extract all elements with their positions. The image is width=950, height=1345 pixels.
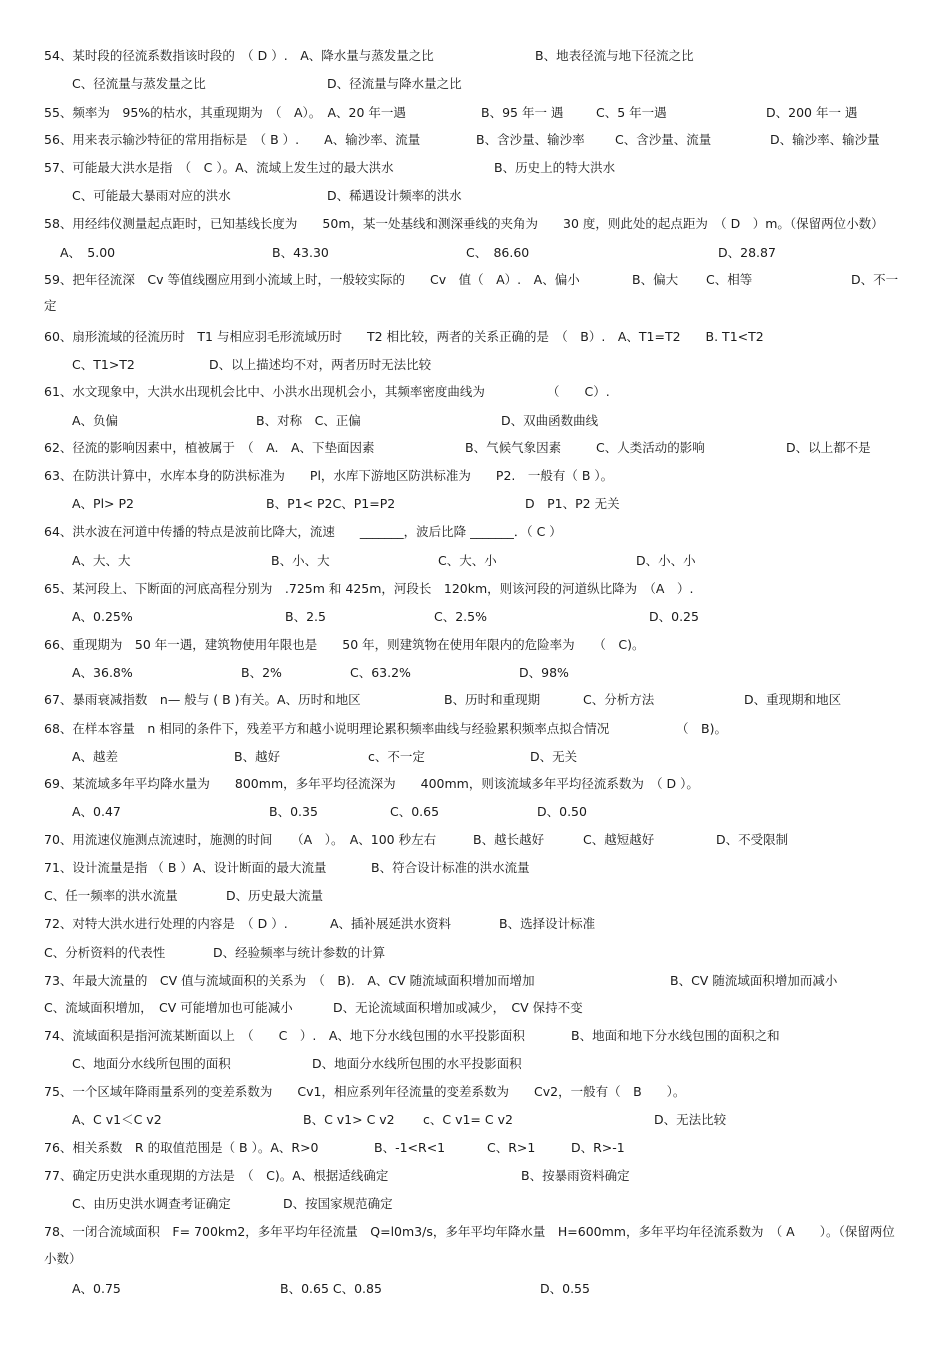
text-line — [0, 635, 950, 655]
text-segment: B、地面和地下分水线包围的面积之和 — [571, 1028, 780, 1043]
text-segment: C、5 年一遇 — [596, 105, 667, 120]
text-segment: B、按暴雨资料确定 — [521, 1168, 630, 1183]
text-line — [0, 971, 950, 991]
text-line — [0, 74, 950, 94]
text-segment: B、CV 随流域面积增加而减小 — [670, 973, 838, 988]
text-segment: C、由历史洪水调查考证确定 — [72, 1196, 231, 1211]
text-segment: C、径流量与蒸发量之比 — [72, 76, 206, 91]
text-line — [0, 296, 950, 316]
text-segment: D P1、P2 无关 — [525, 496, 620, 511]
text-segment: B、0.65 C、0.85 — [280, 1281, 382, 1296]
text-segment: A、 5.00 — [60, 245, 116, 260]
text-segment: A、大、大 — [72, 553, 131, 568]
text-line — [0, 103, 950, 123]
text-segment: D、98% — [519, 665, 569, 680]
text-segment: 64、洪水波在河道中传播的特点是波前比降大，流速 _______，波后比降 _______．（ C ） — [44, 524, 562, 539]
text-segment: c、C v1= C v2 — [423, 1112, 513, 1127]
text-segment: C、T1>T2 — [72, 357, 135, 372]
text-segment: （ B)。 — [676, 721, 727, 736]
text-line — [0, 747, 950, 767]
text-segment: D、不受限制 — [716, 832, 789, 847]
text-line — [0, 886, 950, 906]
text-segment: 57、可能最大洪水是指 （ C ）。A、流域上发生过的最大洪水 — [44, 160, 394, 175]
text-segment: 76、相关系数 R 的取值范围是（ B ）。A、R>0 — [44, 1140, 319, 1155]
text-line — [0, 551, 950, 571]
text-segment: 63、在防洪计算中，水库本身的防洪标准为 Pl，水库下游地区防洪标准为 P2. 一般有（ B ）。 — [44, 468, 614, 483]
text-segment: 67、暴雨衰减指数 n— 般与 ( B )有关。A、历时和地区 — [44, 692, 361, 707]
text-line — [0, 830, 950, 850]
text-segment: D、双曲函数曲线 — [501, 413, 599, 428]
text-line — [0, 943, 950, 963]
text-line — [0, 1222, 950, 1242]
text-segment: 56、用来表示输沙特征的常用指标是 （ B ）. A、输沙率、流量 — [44, 132, 421, 147]
text-line — [0, 494, 950, 514]
text-line — [0, 438, 950, 458]
text-segment: A、0.25% — [72, 609, 133, 624]
text-segment: B、小、大 — [271, 553, 330, 568]
text-segment: C、可能最大暴雨对应的洪水 — [72, 188, 231, 203]
text-segment: D、经验频率与统计参数的计算 — [213, 945, 386, 960]
text-segment: A、Pl> P2 — [72, 496, 134, 511]
text-segment: B、历史上的特大洪水 — [494, 160, 616, 175]
text-segment: C、含沙量、流量 — [615, 132, 712, 147]
text-segment: 73、年最大流量的 CV 值与流域面积的关系为 （ B). A、CV 随流域面积增加而增加 — [44, 973, 535, 988]
text-line — [0, 998, 950, 1018]
text-segment: B、对称 C、正偏 — [256, 413, 361, 428]
text-segment: A、0.75 — [72, 1281, 121, 1296]
text-segment: C、2.5% — [434, 609, 487, 624]
text-segment: D、无论流域面积增加或减少， CV 保持不变 — [333, 1000, 583, 1015]
text-segment: B、含沙量、输沙率 — [476, 132, 585, 147]
text-line — [0, 46, 950, 66]
text-line — [0, 466, 950, 486]
text-line — [0, 802, 950, 822]
text-segment: 78、一闭合流域面积 F= 700km2，多年平均年径流量 Q=l0m3/s，多年平均年降水量 H=600mm，多年平均年径流系数为 （ A ）。（保留两位 — [44, 1224, 895, 1239]
text-line — [0, 382, 950, 402]
text-segment: 60、扇形流域的径流历时 T1 与相应羽毛形流域历时 T2 相比较，两者的关系正确的是 （ B）. A、T1=T2 B. T1<T2 — [44, 329, 764, 344]
text-segment: B、偏大 — [632, 272, 679, 287]
text-line — [0, 1166, 950, 1186]
text-segment: C、流域面积增加， CV 可能增加也可能减小 — [44, 1000, 293, 1015]
text-segment: D、径流量与降水量之比 — [327, 76, 462, 91]
text-segment: D、按国家规范确定 — [283, 1196, 393, 1211]
text-segment: D、输沙率、输沙量 — [770, 132, 880, 147]
text-segment: 59、把年径流深 Cv 等值线圈应用到小流域上时，一般较实际的 Cv 值（ A）. A、偏小 — [44, 272, 580, 287]
text-segment: A、0.47 — [72, 804, 121, 819]
text-segment: A、越差 — [72, 749, 119, 764]
text-segment: 75、一个区域年降雨量系列的变差系数为 Cv1，相应系列年径流量的变差系数为 Cv2，一般有（ B ）。 — [44, 1084, 686, 1099]
text-segment: C、大、小 — [438, 553, 497, 568]
text-segment: B、历时和重现期 — [444, 692, 541, 707]
text-line — [0, 214, 950, 234]
text-segment: D、地面分水线所包围的水平投影面积 — [312, 1056, 522, 1071]
text-segment: B、0.35 — [269, 804, 318, 819]
text-segment: A、插补展延洪水资料 — [330, 916, 452, 931]
text-line — [0, 243, 950, 263]
text-segment: B、越长越好 — [473, 832, 545, 847]
text-line — [0, 270, 950, 290]
text-segment: B、选择设计标准 — [499, 916, 596, 931]
text-segment: 62、径流的影响因素中，植被属于 （ A. A、下垫面因素 — [44, 440, 375, 455]
text-segment: D、0.55 — [540, 1281, 590, 1296]
text-segment: D、无法比较 — [654, 1112, 727, 1127]
text-segment: 65、某河段上、下断面的河底高程分别为 .725m 和 425m，河段长 120km，则该河段的河道纵比降为 （A ）. — [44, 581, 694, 596]
text-line — [0, 355, 950, 375]
text-segment: D、不一 — [851, 272, 899, 287]
text-segment: B、C v1> C v2 — [303, 1112, 395, 1127]
text-segment: D、0.50 — [537, 804, 587, 819]
text-segment: D、R>-1 — [571, 1140, 625, 1155]
text-line — [0, 522, 950, 542]
text-segment: D、200 年一 遇 — [766, 105, 858, 120]
text-segment: 71、设计流量是指 （ B ）A、设计断面的最大流量 — [44, 860, 327, 875]
text-line — [0, 663, 950, 683]
text-line — [0, 1026, 950, 1046]
text-segment: （ C）. — [547, 384, 610, 399]
text-segment: C、 86.60 — [466, 245, 530, 260]
text-segment: C、63.2% — [350, 665, 411, 680]
text-segment: 58、用经纬仪测量起点距时，已知基线长度为 50m，某一处基线和测深垂线的夹角为 30 度，则此处的起点距为 （ D ）m。（保留两位小数） — [44, 216, 884, 231]
text-line — [0, 1054, 950, 1074]
text-segment: C、R>1 — [487, 1140, 536, 1155]
text-segment: D、历史最大流量 — [226, 888, 324, 903]
text-segment: C、0.65 — [390, 804, 440, 819]
text-line — [0, 1138, 950, 1158]
text-line — [0, 1082, 950, 1102]
text-segment: B、符合设计标准的洪水流量 — [371, 860, 530, 875]
text-line — [0, 690, 950, 710]
text-segment: 68、在样本容量 n 相同的条件下，残差平方和越小说明理论累积频率曲线与经验累积频率点拟合情况 — [44, 721, 610, 736]
text-segment: 70、用流速仪施测点流速时，施测的时间 （A ）。 A、100 秒左右 — [44, 832, 437, 847]
text-segment: A、C v1＜C v2 — [72, 1112, 162, 1127]
text-segment: C、人类活动的影响 — [596, 440, 705, 455]
text-segment: B、气候气象因素 — [465, 440, 562, 455]
text-line — [0, 158, 950, 178]
text-segment: C、越短越好 — [583, 832, 655, 847]
text-line — [0, 858, 950, 878]
text-segment: B、-1<R<1 — [374, 1140, 446, 1155]
text-segment: D、无关 — [530, 749, 578, 764]
text-line — [0, 411, 950, 431]
text-line — [0, 327, 950, 347]
text-segment: D、0.25 — [649, 609, 699, 624]
text-segment: B、2% — [241, 665, 282, 680]
text-line — [0, 579, 950, 599]
text-segment: 69、某流域多年平均降水量为 800mm，多年平均径流深为 400mm，则该流域多年平均径流系数为 （ D ）。 — [44, 776, 699, 791]
text-segment: A、36.8% — [72, 665, 133, 680]
text-line — [0, 186, 950, 206]
text-segment: D、小、小 — [636, 553, 696, 568]
text-line — [0, 1110, 950, 1130]
text-segment: B、2.5 — [285, 609, 326, 624]
text-segment: B、越好 — [234, 749, 281, 764]
text-segment: C、地面分水线所包围的面积 — [72, 1056, 231, 1071]
text-line — [0, 1249, 950, 1269]
text-line — [0, 130, 950, 150]
text-segment: C、任一频率的洪水流量 — [44, 888, 178, 903]
text-segment: 74、流域面积是指河流某断面以上 （ C ）. A、地下分水线包围的水平投影面积 — [44, 1028, 525, 1043]
text-line — [0, 1194, 950, 1214]
text-segment: D、重现期和地区 — [744, 692, 842, 707]
text-segment: C、分析方法 — [583, 692, 655, 707]
text-segment: C、相等 — [706, 272, 753, 287]
text-segment: B、P1< P2C、P1=P2 — [266, 496, 396, 511]
text-segment: 61、水文现象中，大洪水出现机会比中、小洪水出现机会小，其频率密度曲线为 — [44, 384, 485, 399]
text-segment: 66、重现期为 50 年一遇，建筑物使用年限也是 50 年，则建筑物在使用年限内的危险率为 （ C)。 — [44, 637, 645, 652]
text-segment: 小数） — [44, 1251, 82, 1266]
text-segment: A、负偏 — [72, 413, 119, 428]
text-segment: 77、确定历史洪水重现期的方法是 （ C)。A、根据适线确定 — [44, 1168, 389, 1183]
text-line — [0, 719, 950, 739]
text-segment: 54、某时段的径流系数指该时段的 （ D ）. A、降水量与蒸发量之比 — [44, 48, 434, 63]
text-segment: D、稀遇设计频率的洪水 — [327, 188, 462, 203]
text-segment: B、地表径流与地下径流之比 — [535, 48, 694, 63]
text-segment: 定 — [44, 298, 57, 313]
text-segment: c、不一定 — [368, 749, 425, 764]
text-line — [0, 774, 950, 794]
text-segment: B、43.30 — [272, 245, 329, 260]
text-line — [0, 607, 950, 627]
text-segment: B、95 年一 遇 — [481, 105, 564, 120]
text-segment: C、分析资料的代表性 — [44, 945, 166, 960]
text-segment: D、以上都不是 — [786, 440, 871, 455]
text-segment: D、以上描述均不对，两者历时无法比较 — [209, 357, 432, 372]
text-line — [0, 1279, 950, 1299]
text-segment: 55、频率为 95%的枯水，其重现期为 （ A）。 A、20 年一遇 — [44, 105, 406, 120]
text-line — [0, 914, 950, 934]
text-segment: 72、对特大洪水进行处理的内容是 （ D ）. — [44, 916, 288, 931]
text-segment: D、28.87 — [718, 245, 776, 260]
